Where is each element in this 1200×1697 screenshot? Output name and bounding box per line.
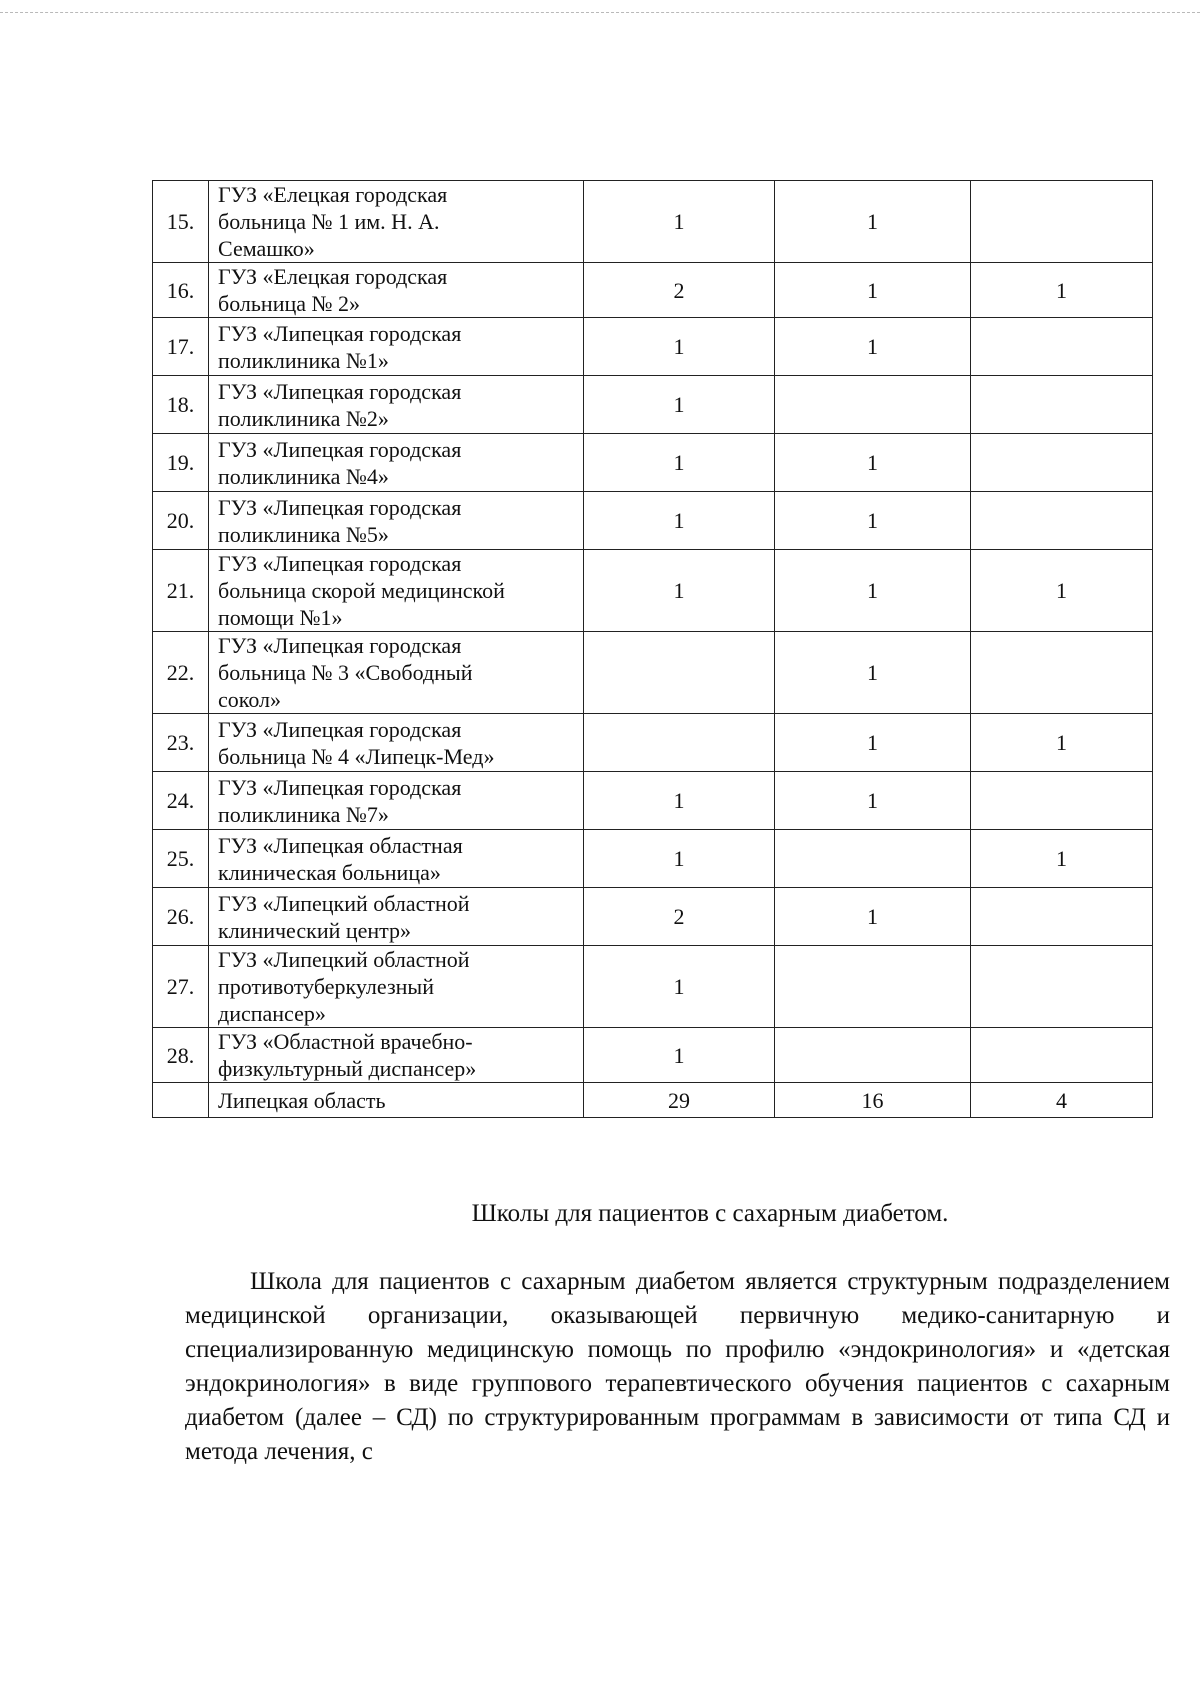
institution-name-line: ГУЗ «Липецкая городская [218, 436, 462, 462]
institution-name-line: ГУЗ «Липецкий областной [218, 947, 470, 972]
institution-name-line: ГУЗ «Липецкая городская [218, 774, 462, 800]
institution-name-line: ГУЗ «Липецкий областной [218, 890, 470, 916]
institution-name-line: поликлиника №5» [218, 521, 389, 547]
institution-name [209, 632, 584, 714]
row-number: 26. [153, 888, 209, 946]
value-cell-a: 1 [584, 1028, 775, 1083]
institution-name [209, 318, 584, 376]
row-number: 19. [153, 434, 209, 492]
institution-name [209, 376, 584, 434]
row-number: 15. [153, 181, 209, 263]
table-row [153, 181, 1153, 263]
value-cell-c [971, 946, 1153, 1028]
institution-name [209, 830, 584, 888]
value-cell-a: 1 [584, 376, 775, 434]
total-c: 4 [971, 1083, 1153, 1118]
institution-name-line: сокол» [218, 687, 282, 712]
value-cell-a [584, 632, 775, 714]
value-cell-b: 1 [775, 492, 971, 550]
total-b: 16 [775, 1083, 971, 1118]
value-cell-c: 1 [971, 263, 1153, 318]
row-number: 24. [153, 772, 209, 830]
value-cell-a: 1 [584, 772, 775, 830]
institution-name-line: противотуберкулезный [218, 974, 434, 999]
value-cell-b: 1 [775, 888, 971, 946]
row-number: 16. [153, 263, 209, 318]
value-cell-b: 1 [775, 772, 971, 830]
institution-name-line: поликлиника №4» [218, 463, 389, 489]
institution-name-line: ГУЗ «Елецкая городская [218, 182, 448, 207]
value-cell-a: 1 [584, 492, 775, 550]
value-cell-a: 1 [584, 830, 775, 888]
total-row [153, 1083, 1153, 1118]
table-row [153, 946, 1153, 1028]
row-number: 21. [153, 550, 209, 632]
institution-name [209, 946, 584, 1028]
institution-name-line: клиническая больница» [218, 859, 441, 885]
value-cell-c [971, 492, 1153, 550]
row-number: 23. [153, 714, 209, 772]
institution-name-line: ГУЗ «Липецкая городская [218, 551, 462, 576]
table-row [153, 714, 1153, 772]
institution-name-line: больница № 4 «Липецк-Мед» [218, 743, 495, 769]
institution-name-line: больница № 2» [218, 291, 360, 316]
value-cell-c [971, 1028, 1153, 1083]
body-paragraph: Школа для пациентов с сахарным диабетом является структурным подразделением медицинской организации, оказывающей первичную медико-санитарную и специализированную медицинскую помощь по профилю «эндокринология» и «детская эндокринология» в виде группового терапевтического обучения пациентов с сахарным диабетом (далее – СД) по структурированным программам в зависимости от типа СД и метода лечения, с [185, 1268, 1170, 1465]
institution-name-line: больница № 1 им. Н. А. [218, 209, 440, 234]
institution-name [209, 1028, 584, 1083]
total-name: Липецкая область [209, 1083, 584, 1118]
table-row [153, 772, 1153, 830]
value-cell-c: 1 [971, 714, 1153, 772]
value-cell-c [971, 632, 1153, 714]
table-row [153, 888, 1153, 946]
institution-name-line: больница скорой медицинской [218, 578, 505, 603]
value-cell-c [971, 376, 1153, 434]
value-cell-a: 1 [584, 434, 775, 492]
institution-name-line: поликлиника №1» [218, 347, 389, 373]
institution-name-line: поликлиника №7» [218, 801, 389, 827]
section-heading: Школы для пациентов с сахарным диабетом. [471, 1200, 949, 1227]
value-cell-b: 1 [775, 714, 971, 772]
value-cell-a [584, 714, 775, 772]
value-cell-b [775, 376, 971, 434]
institution-name-line: диспансер» [218, 1001, 326, 1026]
institution-name-line: ГУЗ «Липецкая городская [218, 494, 462, 520]
table-row [153, 434, 1153, 492]
row-number: 22. [153, 632, 209, 714]
institution-name-line: ГУЗ «Липецкая областная [218, 832, 463, 858]
institution-name [209, 888, 584, 946]
table-row [153, 492, 1153, 550]
value-cell-c [971, 318, 1153, 376]
institution-name-line: физкультурный диспансер» [218, 1056, 477, 1081]
value-cell-a: 1 [584, 318, 775, 376]
table-row [153, 376, 1153, 434]
institution-name-line: ГУЗ «Липецкая городская [218, 633, 462, 658]
institution-name-line: ГУЗ «Областной врачебно- [218, 1029, 473, 1054]
institution-name-line: больница № 3 «Свободный [218, 660, 473, 685]
institution-name-line: Семашко» [218, 236, 315, 261]
row-number: 28. [153, 1028, 209, 1083]
value-cell-b: 1 [775, 550, 971, 632]
value-cell-a: 1 [584, 946, 775, 1028]
value-cell-b: 1 [775, 318, 971, 376]
institution-name-line: помощи №1» [218, 605, 343, 630]
row-number: 20. [153, 492, 209, 550]
value-cell-b [775, 946, 971, 1028]
value-cell-a: 2 [584, 263, 775, 318]
institution-name-line: ГУЗ «Елецкая городская [218, 264, 448, 289]
row-number: 18. [153, 376, 209, 434]
institution-name [209, 550, 584, 632]
value-cell-a: 2 [584, 888, 775, 946]
scan-edge-line [0, 12, 1200, 13]
institution-name-line: ГУЗ «Липецкая городская [218, 716, 462, 742]
row-number: 27. [153, 946, 209, 1028]
value-cell-c [971, 772, 1153, 830]
institution-name-line: поликлиника №2» [218, 405, 389, 431]
value-cell-b: 1 [775, 434, 971, 492]
row-number: 17. [153, 318, 209, 376]
value-cell-c [971, 888, 1153, 946]
institution-name [209, 492, 584, 550]
value-cell-a: 1 [584, 181, 775, 263]
value-cell-a: 1 [584, 550, 775, 632]
institution-name [209, 181, 584, 263]
value-cell-c [971, 434, 1153, 492]
institutions-table [152, 180, 1153, 1118]
table-row [153, 263, 1153, 318]
institution-name-line: ГУЗ «Липецкая городская [218, 378, 462, 404]
table-row [153, 830, 1153, 888]
table-row [153, 632, 1153, 714]
total-a: 29 [584, 1083, 775, 1118]
total-num [153, 1083, 209, 1118]
table-row [153, 1028, 1153, 1083]
value-cell-c: 1 [971, 550, 1153, 632]
table-row [153, 318, 1153, 376]
institution-name [209, 263, 584, 318]
value-cell-b [775, 830, 971, 888]
value-cell-b [775, 1028, 971, 1083]
value-cell-b: 1 [775, 181, 971, 263]
institution-name [209, 434, 584, 492]
value-cell-c: 1 [971, 830, 1153, 888]
value-cell-c [971, 181, 1153, 263]
institution-name-line: ГУЗ «Липецкая городская [218, 320, 462, 346]
institution-name [209, 772, 584, 830]
table-row [153, 550, 1153, 632]
value-cell-b: 1 [775, 632, 971, 714]
value-cell-b: 1 [775, 263, 971, 318]
institution-name [209, 714, 584, 772]
institution-name-line: клинический центр» [218, 917, 412, 943]
row-number: 25. [153, 830, 209, 888]
table-body [153, 181, 1153, 1118]
